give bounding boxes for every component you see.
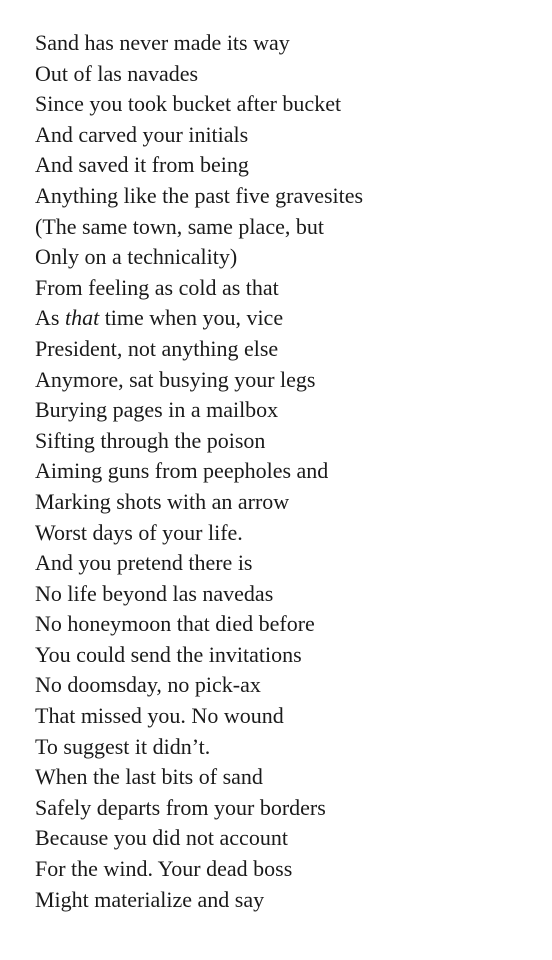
poem-line: Only on a technicality) [35,244,238,270]
poem-line: And saved it from being [35,152,249,178]
poem-line: Sifting through the poison [35,427,266,453]
poem-line: (The same town, same place, but [35,213,324,239]
poem-line-with-italic [35,303,535,334]
poem-line: Worst days of your life. [35,519,243,545]
poem-line: Burying pages in a mailbox [35,397,279,423]
poem-line: Anything like the past five gravesites [35,182,364,208]
poem-line: No life beyond las navedas [35,580,274,606]
poem-text [35,28,535,915]
poem-line: And carved your initials [35,121,249,147]
poem-line: When the last bits of sand [35,764,263,790]
poem-line: Marking shots with an arrow [35,488,290,514]
line-segment: time when you, vice [99,305,284,331]
poem-line: You could send the invitations [35,641,302,667]
poem-line: For the wind. Your dead boss [35,856,293,882]
poem-line: Out of las navades [35,60,199,86]
poem-line: And you pretend there is [35,550,253,576]
poem-line: That missed you. No wound [35,703,284,729]
poem-line: No doomsday, no pick-ax [35,672,261,698]
poem-line: President, not anything else [35,335,279,361]
poem-line: Sand has never made its way [35,30,290,55]
poem-line: Because you did not account [35,825,288,851]
poem-line: Might materialize and say [35,886,265,912]
italic-word: that [64,305,100,331]
line-segment: As [35,305,65,331]
poem-line: Safely departs from your borders [35,794,326,820]
poem-line: From feeling as cold as that [35,274,279,300]
poem-line: No honeymoon that died before [35,611,315,637]
poem-line: To suggest it didn’t. [35,733,211,759]
poem-line: Since you took bucket after bucket [35,91,342,117]
poem-line: Anymore, sat busying your legs [35,366,316,392]
poem-line: Aiming guns from peepholes and [35,458,329,484]
